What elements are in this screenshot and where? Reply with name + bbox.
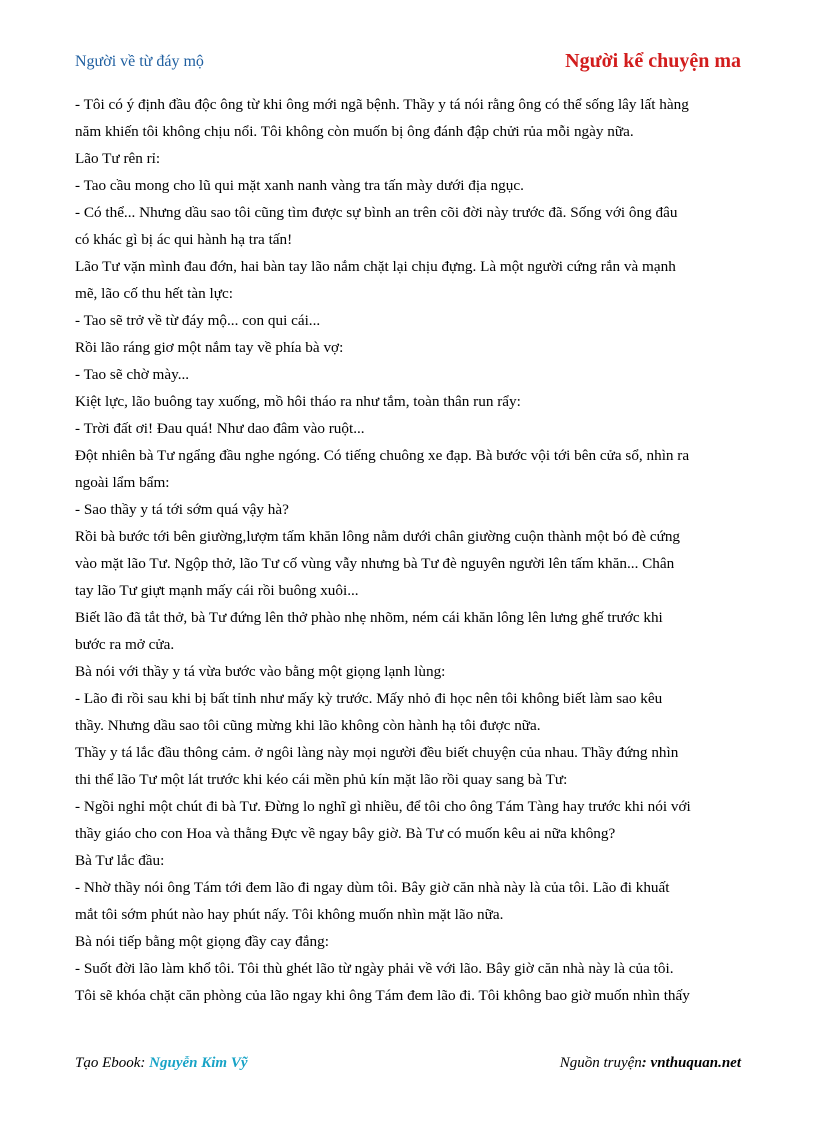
story-title: Người về từ đáy mộ (75, 53, 204, 70)
paragraph (75, 523, 741, 604)
ebook-label: Tạo Ebook (75, 1055, 141, 1071)
paragraph-line: Đột nhiên bà Tư ngẩng đầu nghe ngóng. Có tiếng chuông xe đạp. Bà bước vội tới bên cửa sổ, nhìn ra (75, 447, 690, 464)
paragraph-line: Tôi sẽ khóa chặt căn phòng của lão ngay khi ông Tám đem lão đi. Tôi không bao giờ muốn nhìn thấy (75, 987, 690, 1004)
paragraph-line: thầy giáo cho con Hoa và thằng Đực về ngay bây giờ. Bà Tư có muốn kêu ai nữa không? (75, 825, 616, 842)
story-body (75, 91, 741, 1009)
paragraph-line: bước ra mở cửa. (75, 636, 175, 653)
paragraph-line: - Tao cầu mong cho lũ qui mặt xanh nanh vàng tra tấn mày dưới địa ngục. (75, 177, 524, 194)
paragraph-line: mắt tôi sớm phút nào hay phút nấy. Tôi không muốn nhìn mặt lão nữa. (75, 906, 504, 923)
ebook-author: Nguyễn Kim Vỹ (149, 1055, 248, 1071)
page-footer (75, 1055, 741, 1077)
paragraph (75, 685, 741, 739)
paragraph (75, 307, 741, 334)
paragraph-line: - Tao sẽ chờ mày... (75, 366, 190, 383)
paragraph-line: - Trời đất ơi! Đau quá! Như dao đâm vào ruột... (75, 420, 365, 437)
paragraph-line: Lão Tư vặn mình đau đớn, hai bàn tay lão nắm chặt lại chịu đựng. Là một người cứng rắn và mạnh (75, 258, 676, 275)
paragraph (75, 334, 741, 361)
paragraph-line: tay lão Tư giựt mạnh mấy cái rồi buông xuôi... (75, 582, 359, 599)
source-site: vnthuquan.net (650, 1055, 741, 1071)
paragraph-line: - Tôi có ý định đầu độc ông từ khi ông mới ngã bệnh. Thầy y tá nói rằng ông có thể sống lây lất hàng (75, 96, 689, 113)
paragraph (75, 496, 741, 523)
paragraph (75, 793, 741, 847)
paragraph-line: Bà Tư lắc đầu: (75, 852, 165, 869)
paragraph-line: Kiệt lực, lão buông tay xuống, mồ hôi tháo ra như tắm, toàn thân run rẩy: (75, 393, 521, 410)
paragraph (75, 415, 741, 442)
source-label: Nguồn truyện (559, 1055, 642, 1071)
paragraph-line: Thầy y tá lắc đầu thông cảm. ở ngôi làng này mọi người đều biết chuyện của nhau. Thầy đứng nhìn (75, 744, 679, 761)
paragraph-line: vào mặt lão Tư. Ngộp thở, lão Tư cố vùng vẫy nhưng bà Tư đè nguyên người lên tấm khăn... Chân (75, 555, 675, 572)
paragraph (75, 199, 741, 253)
paragraph (75, 604, 741, 658)
paragraph-line: ngoài lẩm bẩm: (75, 474, 170, 491)
paragraph-line: Rồi bà bước tới bên giường,lượm tấm khăn lông nằm dưới chân giường cuộn thành một bó đè cứng (75, 528, 681, 545)
paragraph-line: - Lão đi rồi sau khi bị bất tỉnh như mấy kỳ trước. Mấy nhỏ đi học nên tôi không biết làm sao kêu (75, 690, 663, 707)
ebook-credit: Tạo Ebook: Nguyễn Kim Vỹ (75, 1055, 248, 1071)
paragraph (75, 361, 741, 388)
paragraph-line: - Có thể... Nhưng dầu sao tôi cũng tìm được sự bình an trên cõi đời này trước đã. Sống với ông đâu (75, 204, 678, 221)
paragraph (75, 388, 741, 415)
paragraph-line: thầy. Nhưng dầu sao tôi cũng mừng khi lão không còn hành hạ tôi được nữa. (75, 717, 541, 734)
paragraph (75, 928, 741, 955)
paragraph-line: - Sao thầy y tá tới sớm quá vậy hà? (75, 501, 289, 518)
source-credit: Nguồn truyện: vnthuquan.net (559, 1055, 741, 1071)
paragraph (75, 91, 741, 145)
paragraph-line: - Nhờ thầy nói ông Tám tới đem lão đi ngay dùm tôi. Bây giờ căn nhà này là của tôi. Lão đi khuất (75, 879, 670, 896)
paragraph-line: thi thể lão Tư một lát trước khi kéo cái mền phủ kín mặt lão rồi quay sang bà Tư: (75, 771, 568, 788)
paragraph (75, 874, 741, 928)
paragraph-line: Rồi lão ráng giơ một nắm tay về phía bà vợ: (75, 339, 344, 356)
paragraph (75, 253, 741, 307)
paragraph (75, 658, 741, 685)
paragraph-line: Biết lão đã tắt thở, bà Tư đứng lên thở phào nhẹ nhõm, ném cái khăn lông lên lưng ghế trước khi (75, 609, 663, 626)
paragraph (75, 739, 741, 793)
paragraph (75, 172, 741, 199)
paragraph (75, 442, 741, 496)
paragraph-line: mẽ, lão cố thu hết tàn lực: (75, 285, 233, 302)
paragraph (75, 145, 741, 172)
paragraph-line: năm khiến tôi không chịu nổi. Tôi không còn muốn bị ông đánh đập chửi rủa mỗi ngày nữa. (75, 123, 634, 140)
paragraph-line: Lão Tư rên rỉ: (75, 150, 161, 167)
paragraph-line: Bà nói tiếp bằng một giọng đầy cay đắng: (75, 933, 329, 950)
paragraph-line: - Suốt đời lão làm khổ tôi. Tôi thù ghét lão từ ngày phải về với lão. Bây giờ căn nhà này là của tôi. (75, 960, 674, 977)
paragraph (75, 955, 741, 1009)
page-header (75, 50, 741, 76)
collection-title: Người kể chuyện ma (565, 50, 741, 72)
paragraph-line: có khác gì bị ác qui hành hạ tra tấn! (75, 231, 293, 248)
paragraph-line: - Tao sẽ trở về từ đáy mộ... con qui cái... (75, 312, 321, 329)
paragraph-line: - Ngồi nghỉ một chút đi bà Tư. Đừng lo nghĩ gì nhiều, để tôi cho ông Tám Tàng hay trước khi nói với (75, 798, 691, 815)
paragraph-line: Bà nói với thầy y tá vừa bước vào bằng một giọng lạnh lùng: (75, 663, 446, 680)
paragraph (75, 847, 741, 874)
